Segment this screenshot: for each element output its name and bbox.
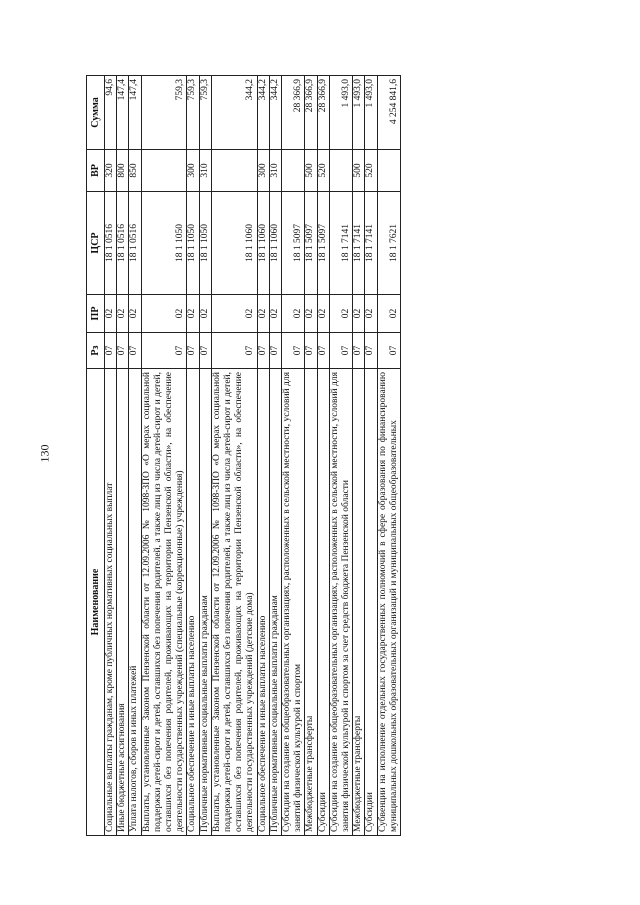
cell-rz: 07: [269, 333, 281, 369]
header-sum: Сумма: [87, 76, 105, 150]
cell-pr: 02: [317, 295, 329, 333]
cell-name: Социальное обеспечение и иные выплаты населению: [187, 369, 199, 836]
table-row: [141, 76, 187, 836]
cell-rz: 07: [282, 333, 305, 369]
cell-sum: 28 366,9: [317, 76, 329, 150]
cell-sum: 1 493,0: [365, 76, 377, 150]
cell-rz: 07: [353, 333, 365, 369]
cell-csr: 18 1 7621: [377, 192, 400, 295]
cell-csr: 18 1 7141: [329, 192, 352, 295]
cell-pr: 02: [129, 295, 141, 333]
cell-vr: [282, 150, 305, 192]
cell-name: Субсидии: [317, 369, 329, 836]
cell-csr: 18 1 0516: [117, 192, 129, 295]
cell-vr: 850: [129, 150, 141, 192]
cell-csr: 18 1 1060: [211, 192, 257, 295]
cell-rz: 07: [199, 333, 211, 369]
cell-vr: 520: [365, 150, 377, 192]
cell-sum: 344,2: [211, 76, 257, 150]
table-row: [199, 76, 211, 836]
table-row: [269, 76, 281, 836]
cell-csr: 18 1 5097: [282, 192, 305, 295]
cell-rz: 07: [365, 333, 377, 369]
table-row: [105, 76, 117, 836]
cell-name: Выплаты, установленные Законом Пензенской области от 12.09.2006 № 1098-ЗПО «О мерах социальной поддержки детей-сирот и детей, оставшихся без попечения родителей, а также лиц из числа детей-сирот и детей, оставшихся без попечения родителей, проживающих на территории Пензенской области», на обеспечение деятельности государственных учреждений (специальные (коррекционные) учреждения): [141, 369, 187, 836]
cell-rz: 07: [117, 333, 129, 369]
cell-rz: 07: [129, 333, 141, 369]
table-row: [257, 76, 269, 836]
cell-csr: 18 1 7141: [365, 192, 377, 295]
cell-rz: 07: [305, 333, 317, 369]
cell-vr: [141, 150, 187, 192]
cell-vr: 320: [105, 150, 117, 192]
cell-rz: 07: [187, 333, 199, 369]
cell-csr: 18 1 0516: [129, 192, 141, 295]
cell-csr: 18 1 1060: [269, 192, 281, 295]
cell-vr: [329, 150, 352, 192]
budget-table: [86, 75, 401, 836]
cell-name: Субсидии на создание в общеобразовательных организациях, расположенных в сельской местности, условий для занятий физической культурой и спортом: [282, 369, 305, 836]
cell-sum: 147,4: [129, 76, 141, 150]
cell-csr: 18 1 0516: [105, 192, 117, 295]
table-row: [117, 76, 129, 836]
table-body: [105, 76, 401, 836]
cell-csr: 18 1 1060: [257, 192, 269, 295]
cell-vr: [211, 150, 257, 192]
cell-vr: 310: [269, 150, 281, 192]
cell-csr: 18 1 7141: [353, 192, 365, 295]
table-row: [317, 76, 329, 836]
header-vr: ВР: [87, 150, 105, 192]
cell-pr: 02: [105, 295, 117, 333]
cell-name: Публичные нормативные социальные выплаты гражданам: [269, 369, 281, 836]
cell-pr: 02: [199, 295, 211, 333]
cell-name: Субвенции на исполнение отдельных государственных полномочий в сфере образования по финансированию муниципальных дошкольных образовательных организаций и муниципальных общеобразовательных: [377, 369, 400, 836]
cell-pr: 02: [117, 295, 129, 333]
table-row: [365, 76, 377, 836]
cell-sum: 1 493,0: [353, 76, 365, 150]
cell-sum: 4 254 841,6: [377, 76, 400, 150]
cell-sum: 344,2: [269, 76, 281, 150]
cell-vr: 520: [317, 150, 329, 192]
cell-csr: 18 1 1050: [141, 192, 187, 295]
cell-sum: 28 366,9: [305, 76, 317, 150]
cell-vr: 500: [305, 150, 317, 192]
cell-sum: 759,3: [187, 76, 199, 150]
cell-csr: 18 1 1050: [199, 192, 211, 295]
table-row: [187, 76, 199, 836]
table-row: [305, 76, 317, 836]
page-number: 130: [37, 444, 52, 462]
header-csr: ЦСР: [87, 192, 105, 295]
cell-rz: 07: [141, 333, 187, 369]
table-row: [129, 76, 141, 836]
header-name: Наименование: [87, 369, 105, 836]
cell-name: Иные бюджетные ассигнования: [117, 369, 129, 836]
cell-vr: 310: [199, 150, 211, 192]
cell-name: Межбюджетные трансферты: [305, 369, 317, 836]
cell-vr: 800: [117, 150, 129, 192]
cell-name: Выплаты, установленные Законом Пензенской области от 12.09.2006 № 1098-ЗПО «О мерах социальной поддержки детей-сирот и детей, оставшихся без попечения родителей, а также лиц из числа детей-сирот и детей, оставшихся без попечения родителей, проживающих на территории Пензенской области», на обеспечение деятельности государственных учреждений (детские дома): [211, 369, 257, 836]
table-header-row: [87, 76, 105, 836]
table-row: [353, 76, 365, 836]
cell-csr: 18 1 1050: [187, 192, 199, 295]
table-row: [329, 76, 352, 836]
cell-sum: 759,3: [199, 76, 211, 150]
cell-sum: 94,6: [105, 76, 117, 150]
cell-name: Уплата налогов, сборов и иных платежей: [129, 369, 141, 836]
cell-name: Социальное обеспечение и иные выплаты населению: [257, 369, 269, 836]
cell-vr: [377, 150, 400, 192]
cell-name: Социальные выплаты гражданам, кроме публичных нормативных социальных выплат: [105, 369, 117, 836]
cell-csr: 18 1 5097: [317, 192, 329, 295]
cell-sum: 344,2: [257, 76, 269, 150]
cell-name: Субсидии: [365, 369, 377, 836]
cell-csr: 18 1 5097: [305, 192, 317, 295]
cell-pr: 02: [141, 295, 187, 333]
cell-pr: 02: [257, 295, 269, 333]
cell-pr: 02: [353, 295, 365, 333]
table-row: [377, 76, 400, 836]
cell-vr: 500: [353, 150, 365, 192]
cell-sum: 28 366,9: [282, 76, 305, 150]
table-row: [211, 76, 257, 836]
header-rz: Рз: [87, 333, 105, 369]
cell-pr: 02: [187, 295, 199, 333]
cell-pr: 02: [329, 295, 352, 333]
cell-rz: 07: [257, 333, 269, 369]
table-row: [282, 76, 305, 836]
cell-rz: 07: [211, 333, 257, 369]
cell-sum: 147,4: [117, 76, 129, 150]
cell-rz: 07: [329, 333, 352, 369]
cell-pr: 02: [269, 295, 281, 333]
cell-name: Межбюджетные трансферты: [353, 369, 365, 836]
cell-vr: 300: [187, 150, 199, 192]
cell-vr: 300: [257, 150, 269, 192]
cell-pr: 02: [305, 295, 317, 333]
budget-table-rotated: [86, 76, 556, 836]
cell-pr: 02: [365, 295, 377, 333]
cell-rz: 07: [377, 333, 400, 369]
cell-rz: 07: [105, 333, 117, 369]
cell-sum: 759,3: [141, 76, 187, 150]
cell-pr: 02: [282, 295, 305, 333]
cell-name: Публичные нормативные социальные выплаты гражданам: [199, 369, 211, 836]
cell-sum: 1 493,0: [329, 76, 352, 150]
cell-rz: 07: [317, 333, 329, 369]
header-pr: ПР: [87, 295, 105, 333]
cell-pr: 02: [211, 295, 257, 333]
cell-pr: 02: [377, 295, 400, 333]
cell-name: Субсидии на создание в общеобразовательных организациях, расположенных в сельской местности, условий для занятия физической культурой и спортом за счет средств бюджета Пензенской области: [329, 369, 352, 836]
